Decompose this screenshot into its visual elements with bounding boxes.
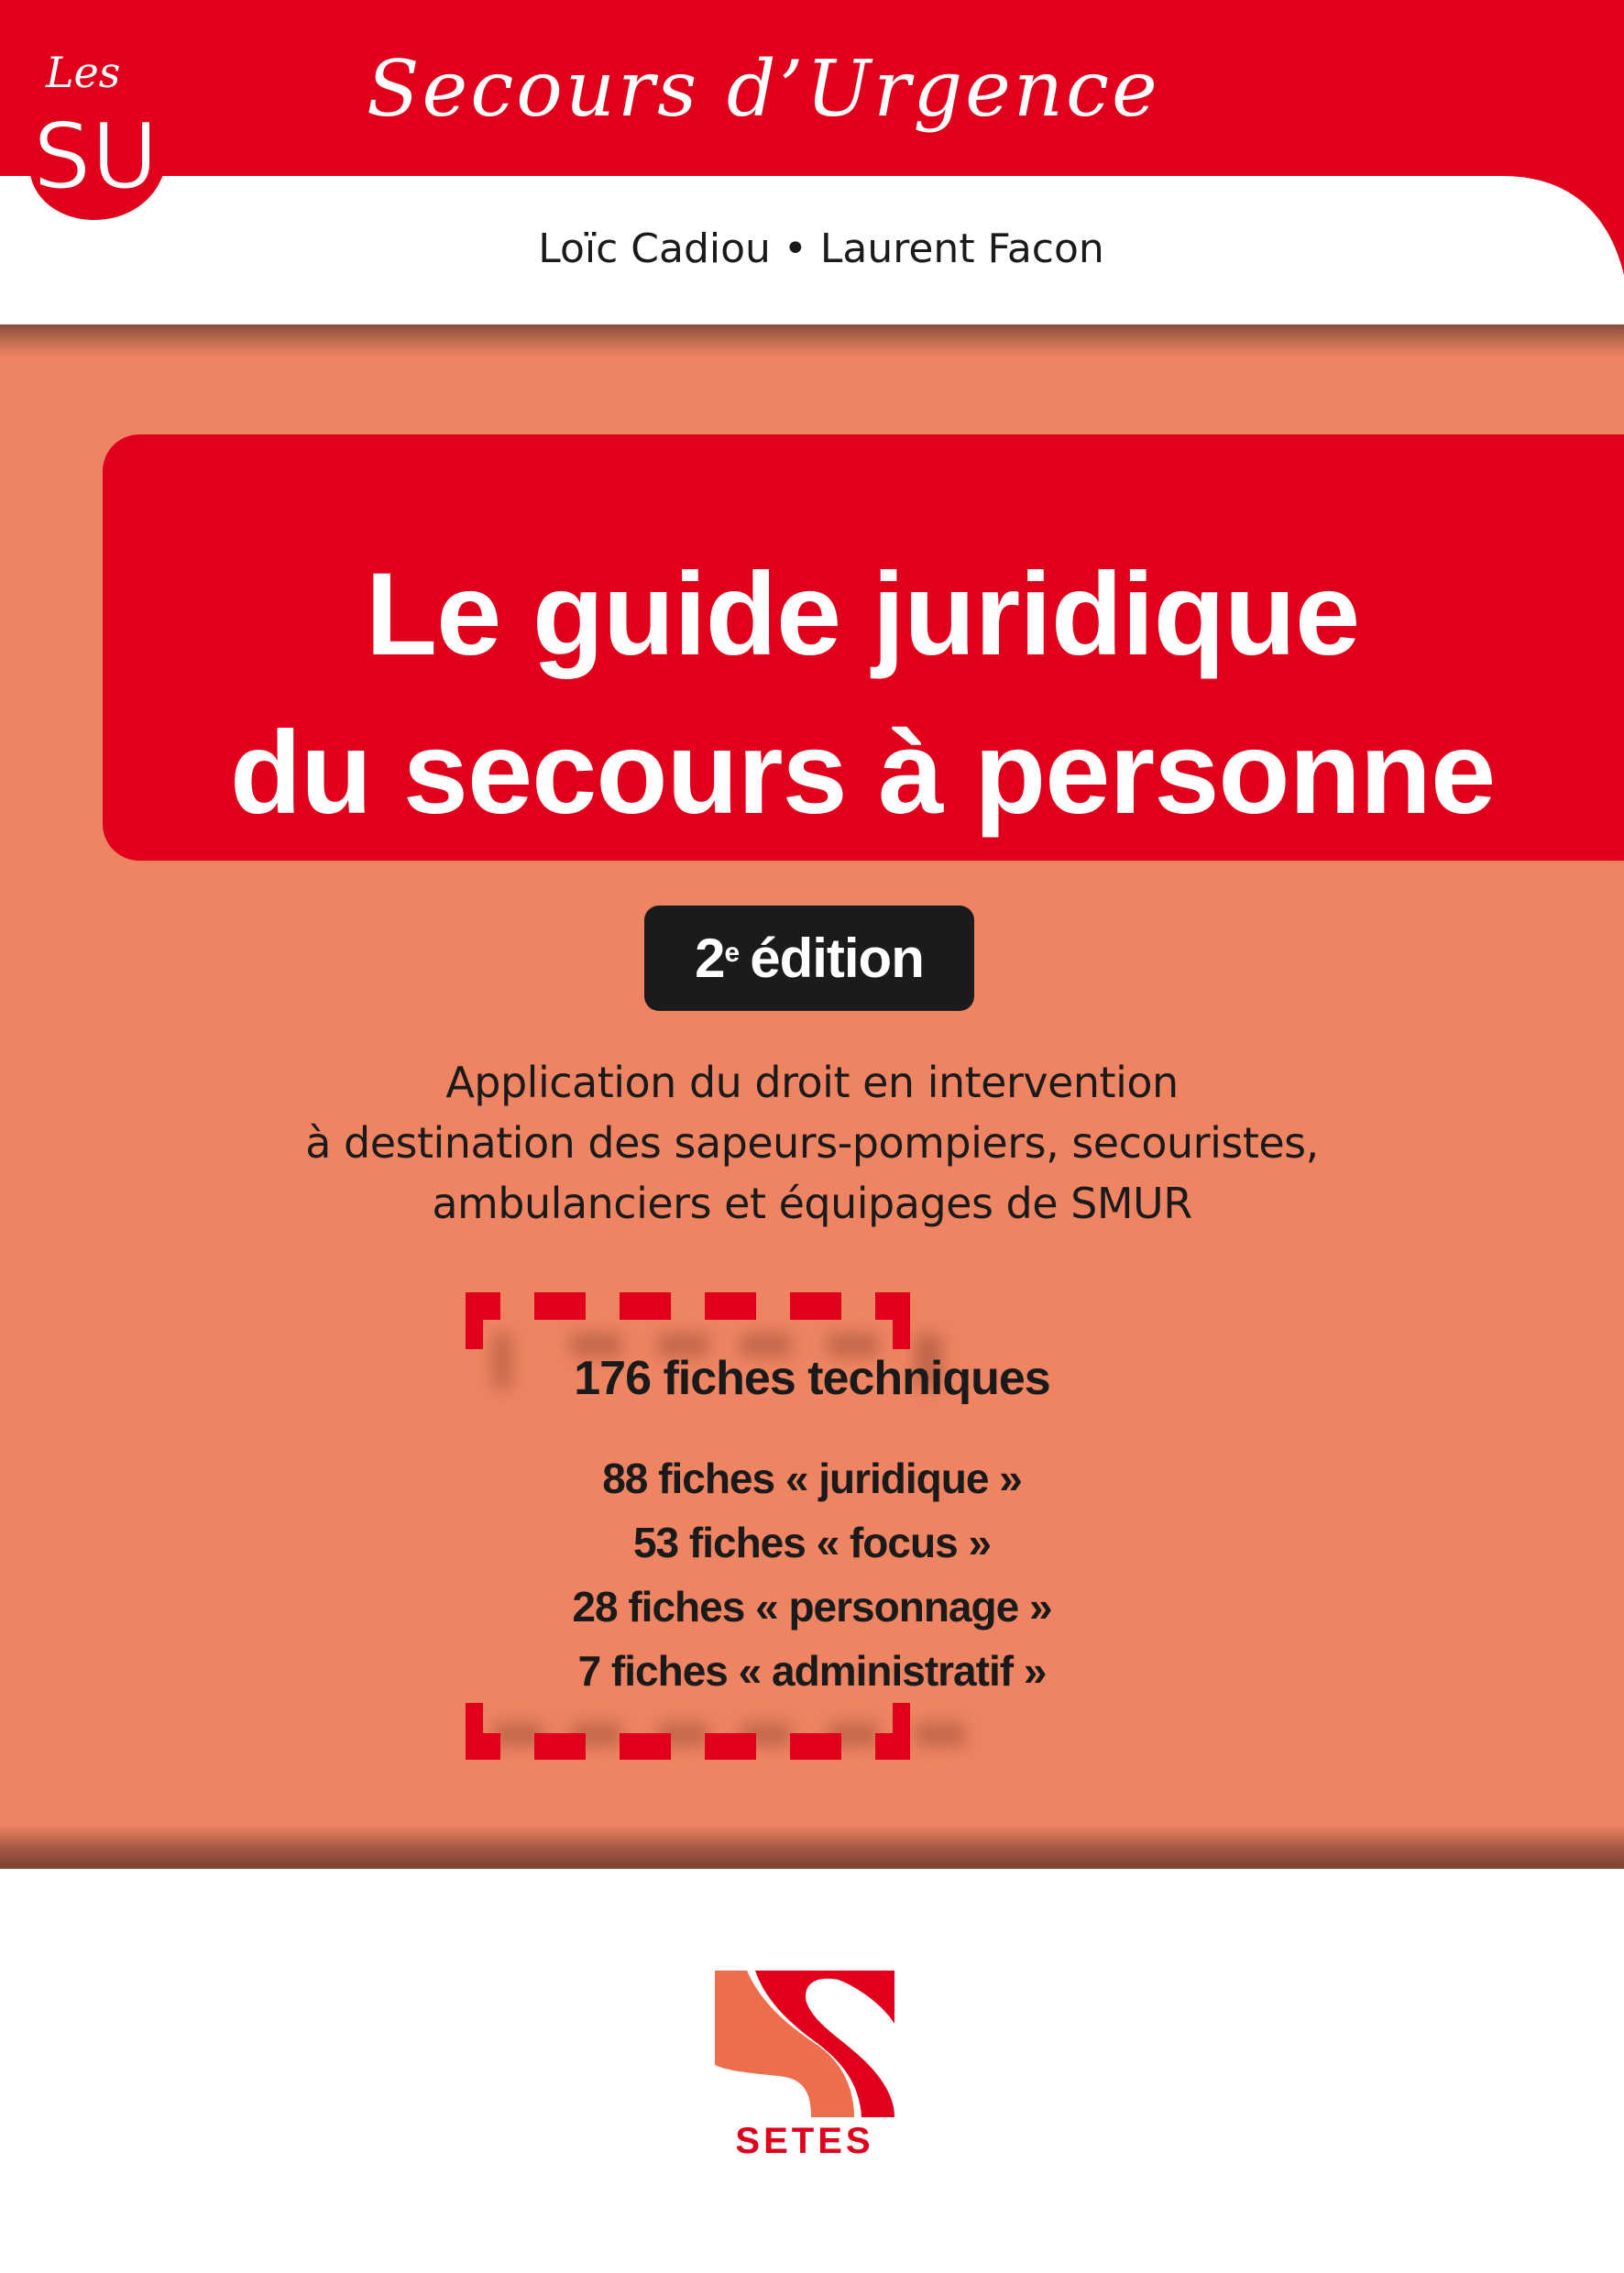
edition-label: édition bbox=[750, 928, 924, 989]
subtitle-line-1: Application du droit en intervention bbox=[445, 1058, 1179, 1107]
fiches-total: 176 fiches techniques bbox=[574, 1352, 1050, 1405]
book-title-line-2: du secours à personne bbox=[229, 708, 1496, 839]
subtitle-line-2: à destination des sapeurs-pompiers, secouristes, bbox=[305, 1118, 1319, 1168]
fiches-item-personnage: 28 fiches « personnage » bbox=[572, 1583, 1052, 1631]
top-shadow bbox=[0, 324, 1624, 357]
author-1: Loïc Cadiou bbox=[538, 225, 771, 272]
publisher-name: SETES bbox=[735, 2121, 874, 2161]
series-logo-les: Les bbox=[46, 48, 121, 97]
edition-suffix: e bbox=[724, 937, 740, 968]
bottom-shadow bbox=[0, 1825, 1624, 1869]
fiches-item-juridique: 88 fiches « juridique » bbox=[602, 1455, 1022, 1502]
fiches-item-focus: 53 fiches « focus » bbox=[632, 1519, 992, 1566]
subtitle-line-3: ambulanciers et équipages de SMUR bbox=[432, 1179, 1192, 1228]
fiches-item-administratif: 7 fiches « administratif » bbox=[577, 1647, 1047, 1695]
authors-line bbox=[0, 225, 1624, 272]
edition-number: 2 bbox=[695, 928, 725, 989]
book-title-line-1: Le guide juridique bbox=[365, 549, 1360, 680]
series-logo bbox=[26, 18, 163, 225]
fiches-summary bbox=[0, 1352, 1624, 1703]
edition-badge bbox=[644, 906, 974, 1011]
author-2: Laurent Facon bbox=[819, 225, 1104, 272]
series-title: Secours d’Urgence bbox=[367, 44, 1160, 134]
series-logo-su: SU bbox=[33, 103, 159, 210]
subtitle bbox=[0, 1052, 1624, 1234]
author-separator: • bbox=[783, 225, 807, 272]
